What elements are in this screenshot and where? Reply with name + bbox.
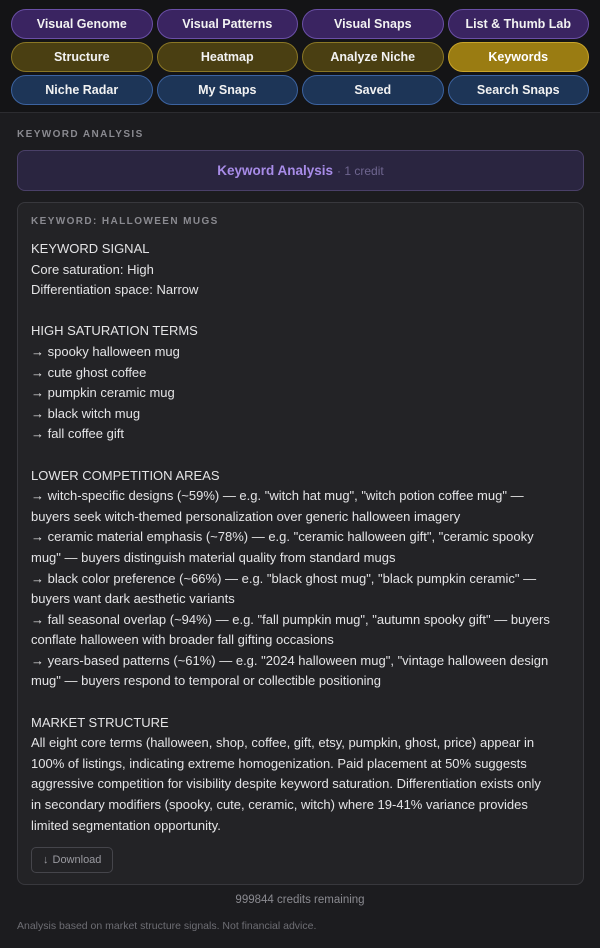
analysis-line: aggressive competition for visibility despite keyword saturation. Differentiation exists only bbox=[31, 776, 541, 792]
analysis-line: → cute ghost coffee bbox=[31, 364, 147, 380]
nav-analyze-niche-button[interactable]: Analyze Niche bbox=[302, 42, 444, 72]
analysis-line: → spooky halloween mug bbox=[31, 343, 180, 359]
analysis-line: → black witch mug bbox=[31, 405, 141, 421]
credits-remaining: 999844 credits remaining bbox=[235, 894, 365, 906]
nav-row-visual bbox=[11, 9, 589, 39]
nav-row-analysis bbox=[11, 42, 589, 72]
analysis-line: conflate halloween with broader fall gifting occasions bbox=[31, 632, 334, 648]
analysis-line: → pumpkin ceramic mug bbox=[31, 385, 175, 401]
credit-cost-label: · 1 credit bbox=[337, 163, 384, 178]
analysis-line: HIGH SATURATION TERMS bbox=[31, 323, 198, 339]
analysis-line: mug" — buyers distinguish material quality from standard mugs bbox=[31, 549, 396, 565]
disclaimer-footer: Analysis based on market structure signals. Not financial advice. bbox=[17, 920, 317, 932]
analysis-line: buyers seek witch-themed personalization over generic halloween imagery bbox=[31, 508, 461, 524]
nav-structure-button[interactable]: Structure bbox=[11, 42, 153, 72]
analysis-line: mug" — buyers respond to temporal or collectible positioning bbox=[31, 673, 382, 689]
analysis-line: KEYWORD SIGNAL bbox=[31, 241, 150, 256]
analysis-line: → black color preference (~66%) — e.g. "black ghost mug", "black pumpkin ceramic" — bbox=[31, 570, 537, 586]
analysis-line: Core saturation: High bbox=[31, 261, 154, 277]
download-button-label: Download bbox=[52, 854, 102, 866]
section-title: KEYWORD ANALYSIS bbox=[17, 129, 144, 140]
download-arrow-icon: ↓ bbox=[43, 854, 49, 866]
analysis-text bbox=[31, 239, 570, 836]
blank-line bbox=[31, 692, 570, 713]
blank-line bbox=[31, 301, 570, 322]
nav-visual-snaps-button[interactable]: Visual Snaps bbox=[302, 9, 444, 39]
analysis-line: limited segmentation opportunity. bbox=[31, 817, 221, 833]
keyword-analysis-button-label: Keyword Analysis bbox=[217, 163, 334, 178]
analysis-line: → years-based patterns (~61%) — e.g. "2024 halloween mug", "vintage halloween design bbox=[31, 652, 549, 668]
analysis-line: Differentiation space: Narrow bbox=[31, 282, 199, 298]
analysis-line: → fall coffee gift bbox=[31, 426, 124, 442]
analysis-line: → fall seasonal overlap (~94%) — e.g. "fall pumpkin mug", "autumn spooky gift" — buyers bbox=[31, 611, 550, 627]
download-button[interactable] bbox=[31, 847, 113, 873]
nav-niche-radar-button[interactable]: Niche Radar bbox=[11, 75, 153, 105]
nav-visual-patterns-button[interactable]: Visual Patterns bbox=[157, 9, 299, 39]
keyword-analysis-button[interactable] bbox=[17, 150, 584, 191]
nav-saved-button[interactable]: Saved bbox=[302, 75, 444, 105]
nav-heatmap-button[interactable]: Heatmap bbox=[157, 42, 299, 72]
nav-visual-genome-button[interactable]: Visual Genome bbox=[11, 9, 153, 39]
analysis-line: in secondary modifiers (spooky, cute, ceramic, witch) where 19-41% variance provides bbox=[31, 797, 528, 813]
blank-line bbox=[31, 445, 570, 466]
nav-my-snaps-button[interactable]: My Snaps bbox=[157, 75, 299, 105]
top-navigation bbox=[0, 0, 600, 113]
nav-list-thumb-lab-button[interactable]: List & Thumb Lab bbox=[448, 9, 590, 39]
keyword-result-card bbox=[17, 202, 584, 885]
analysis-line: MARKET STRUCTURE bbox=[31, 714, 169, 730]
analysis-line: All eight core terms (halloween, shop, coffee, gift, etsy, pumpkin, ghost, price) appear in bbox=[31, 735, 535, 751]
analysis-line: → witch-specific designs (~59%) — e.g. "witch hat mug", "witch potion coffee mug" — bbox=[31, 488, 524, 504]
nav-search-snaps-button[interactable]: Search Snaps bbox=[448, 75, 590, 105]
analysis-line: 100% of listings, indicating extreme homogenization. Paid placement at 50% suggests bbox=[31, 755, 527, 771]
analysis-line: buyers want dark aesthetic variants bbox=[31, 591, 235, 607]
analysis-line: LOWER COMPETITION AREAS bbox=[31, 467, 220, 483]
keyword-label: KEYWORD: HALLOWEEN MUGS bbox=[31, 216, 219, 227]
nav-row-snaps bbox=[11, 75, 589, 105]
analysis-line: → ceramic material emphasis (~78%) — e.g. "ceramic halloween gift", "ceramic spooky bbox=[31, 529, 534, 545]
nav-keywords-button[interactable]: Keywords bbox=[448, 42, 590, 72]
